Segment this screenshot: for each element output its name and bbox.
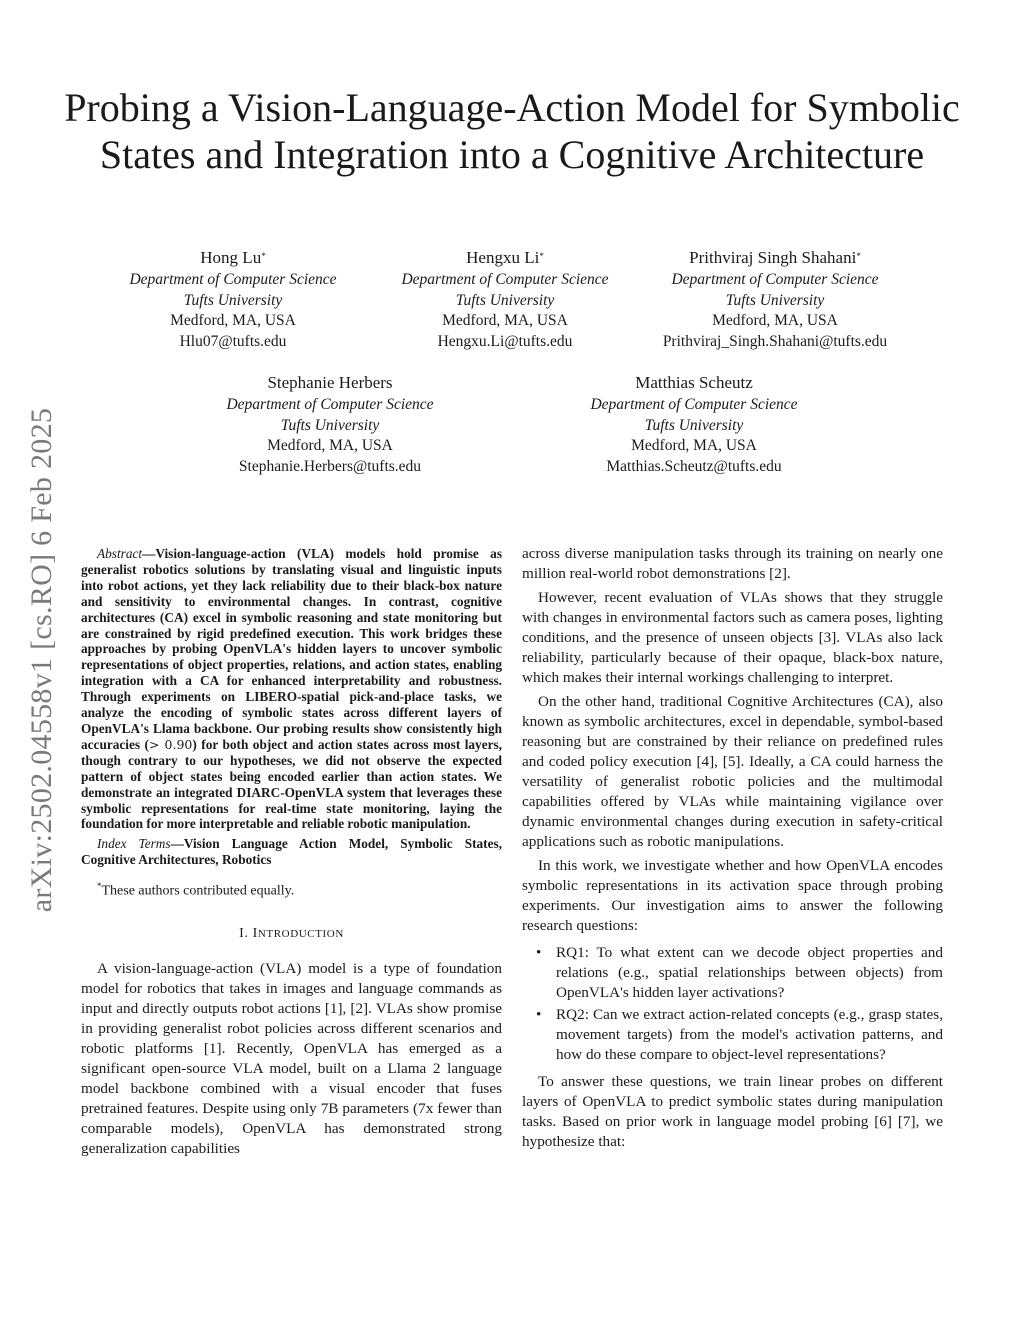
author-block-2 <box>370 248 640 352</box>
author-location: Medford, MA, USA <box>170 312 296 329</box>
equal-contribution-footnote: *These authors contributed equally. <box>97 881 295 899</box>
author-block-4 <box>195 373 465 477</box>
author-email: Prithviraj_Singh.Shahani@tufts.edu <box>662 332 888 350</box>
author-university: Tufts University <box>280 416 380 434</box>
author-location: Medford, MA, USA <box>712 312 838 329</box>
list-item: • RQ2: Can we extract action-related concepts (e.g., grasp states, movement targets) from the model's activation patterns, and how do these compare to object-level representations? <box>536 1006 943 1063</box>
author-department: Department of Computer Science <box>590 396 798 413</box>
arxiv-identifier: arXiv:2502.04558v1 [cs.RO] 6 Feb 2025 <box>25 407 58 913</box>
arxiv-side-stamp <box>22 364 62 956</box>
author-name: Stephanie Herbers <box>267 373 393 392</box>
body-paragraph: In this work, we investigate whether and how OpenVLA encodes symbolic representations in its activation space through probing experiments. Our investigation aims to answer the following research questions: <box>522 857 943 934</box>
section-heading-introduction: I. INTRODUCTION <box>239 925 344 941</box>
author-location: Medford, MA, USA <box>442 312 568 329</box>
list-item: • RQ1: To what extent can we decode object properties and relations (e.g., spatial relationships between objects) from OpenVLA's hidden layer activations? <box>536 944 943 1001</box>
left-column <box>81 546 502 1159</box>
abstract: Abstract—Vision-language-action (VLA) models hold promise as generalist robotics solutions by translating visual and linguistic inputs into robot actions, yet they lack reliability due to their black-box nature and sensitivity to environmental changes. In contrast, cognitive architectures (CA) excel in symbolic reasoning and state monitoring but are constrained by rigid predefined execution. This work bridges these approaches by probing OpenVLA's hidden layers to uncover symbolic representations of object properties, relations, and action states, enabling integration with a CA for enhanced interpretability and robustness. Through experiments on LIBERO-spatial pick-and-place tasks, we analyze the encoding of symbolic states across different layers of OpenVLA's Llama backbone. Our probing results show consistently high accuracies (> 0.90) for both object and action states across most layers, though contrary to our hypotheses, we did not observe the expected pattern of object states being encoded earlier than action states. We demonstrate an integrated DIARC-OpenVLA system that leverages these symbolic representations for real-time state monitoring, laying the foundation for more interpretable and reliable robotic manipulation. <box>81 546 502 832</box>
author-department: Department of Computer Science <box>129 271 337 288</box>
intro-paragraph: A vision-language-action (VLA) model is a type of foundation model for robotics that takes in images and language commands as input and directly outputs robot actions [1], [2]. VLAs show promise in providing generalist robot policies across different scenarios and robotic platforms [1]. Recently, OpenVLA has emerged as a significant open-source VLA model, built on a Llama 2 language model backbone combined with a visual encoder that fuses pretrained features. Despite using only 7B parameters (7x fewer than comparable models), OpenVLA has demonstrated strong generalization capabilities <box>81 959 502 1157</box>
author-email: Stephanie.Herbers@tufts.edu <box>238 457 422 475</box>
author-university: Tufts University <box>455 291 555 309</box>
author-department: Department of Computer Science <box>226 396 434 413</box>
bullet-icon: • <box>536 944 542 961</box>
index-terms: Index Terms—Vision Language Action Model, Symbolic States, Cognitive Architectures, Robotics <box>81 836 502 868</box>
author-block-3 <box>627 248 923 352</box>
author-name: Hengxu Li* <box>466 248 544 267</box>
paper-title: Probing a Vision-Language-Action Model for Symbolic States and Integration into a Cognitive Architecture <box>64 85 960 177</box>
author-department: Department of Computer Science <box>671 271 879 288</box>
author-name: Hong Lu* <box>200 248 266 267</box>
bullet-icon: • <box>536 1006 542 1023</box>
author-location: Medford, MA, USA <box>267 437 393 454</box>
body-paragraph: On the other hand, traditional Cognitive Architectures (CA), also known as symbolic architectures, excel in dependable, symbol-based reasoning but are constrained by their reliance on predefined rules and coded policy execution [4], [5]. Ideally, a CA could harness the versatility of generalist robotic policies and the multimodal capabilities offered by VLAs while maintaining vigilance over dynamic environmental changes during execution in safety-critical applications such as robotic manipulations. <box>522 693 943 850</box>
author-block-5 <box>559 373 829 477</box>
author-email: Hengxu.Li@tufts.edu <box>437 332 573 350</box>
author-email: Hlu07@tufts.edu <box>179 332 287 350</box>
author-university: Tufts University <box>725 291 825 309</box>
author-department: Department of Computer Science <box>401 271 609 288</box>
author-location: Medford, MA, USA <box>631 437 757 454</box>
author-block-1 <box>98 248 368 352</box>
research-questions-list <box>522 943 943 1065</box>
author-university: Tufts University <box>183 291 283 309</box>
body-paragraph: across diverse manipulation tasks through its training on nearly one million real-world robot demonstrations [2]. <box>522 545 943 582</box>
author-name: Prithviraj Singh Shahani* <box>689 248 861 267</box>
body-paragraph: However, recent evaluation of VLAs shows that they struggle with changes in environmental factors such as camera poses, lighting conditions, and the presence of unseen objects [3]. VLAs also lack reliability, particularly because of their opaque, black-box nature, which makes their internal workings challenging to interpret. <box>522 589 943 686</box>
author-name: Matthias Scheutz <box>635 373 753 392</box>
body-paragraph: To answer these questions, we train linear probes on different layers of OpenVLA to predict symbolic states during manipulation tasks. Based on prior work in language model probing [6] [7], we hypothesize that: <box>522 1073 943 1150</box>
author-university: Tufts University <box>644 416 744 434</box>
author-email: Matthias.Scheutz@tufts.edu <box>606 457 782 475</box>
right-column <box>522 544 943 1152</box>
